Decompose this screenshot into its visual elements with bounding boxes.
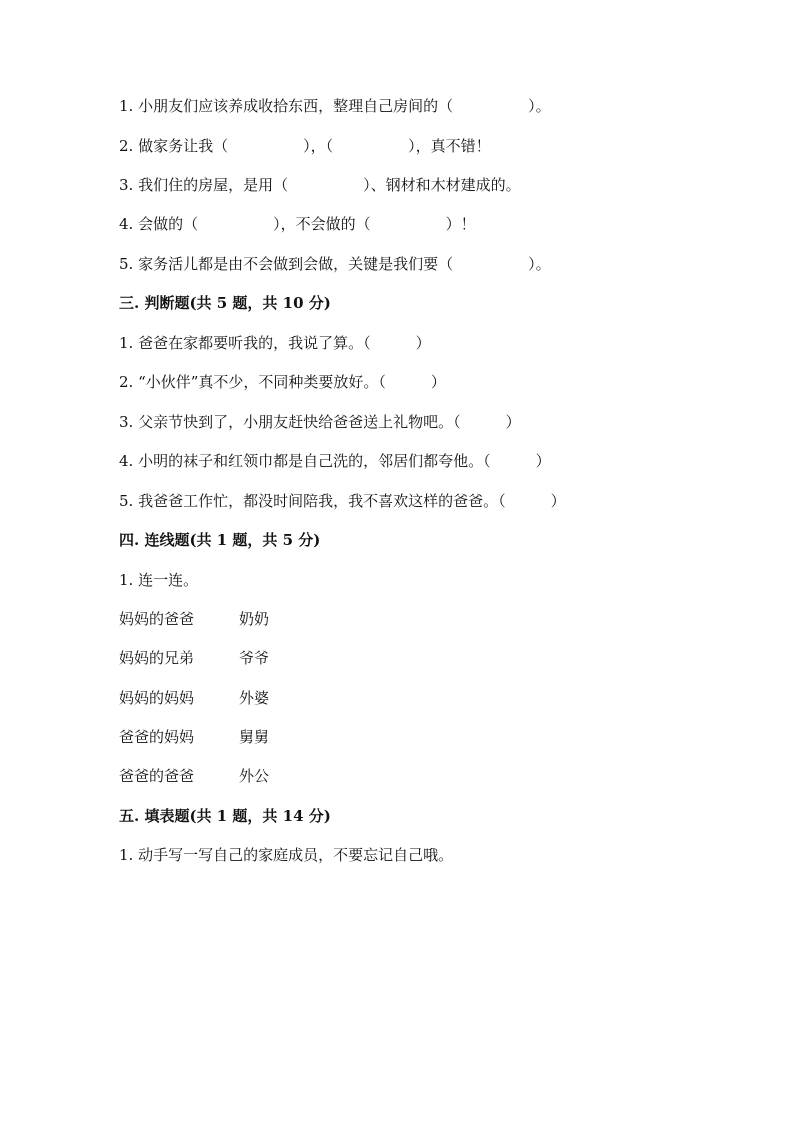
true-false-question-1: 1. 爸爸在家都要听我的，我说了算。（ ）: [119, 334, 431, 352]
matching-right-item: 外婆: [239, 689, 270, 707]
table-fill-question: 1. 动手写一写自己的家庭成员，不要忘记自己哦。: [119, 846, 454, 864]
matching-right-item: 舅舅: [239, 728, 270, 746]
matching-left-item: 妈妈的爸爸: [119, 610, 195, 628]
matching-right-item: 爷爷: [239, 649, 270, 667]
matching-right-item: 外公: [239, 767, 270, 785]
matching-question: 1. 连一连。: [119, 571, 199, 589]
matching-left-item: 妈妈的兄弟: [119, 649, 195, 667]
fill-blank-question-5: 5. 家务活儿都是由不会做到会做，关键是我们要（ ）。: [119, 255, 551, 273]
matching-right-item: 奶奶: [239, 610, 270, 628]
section-5-title: 五. 填表题(共 1 题，共 14 分): [119, 807, 331, 825]
true-false-question-5: 5. 我爸爸工作忙，都没时间陪我，我不喜欢这样的爸爸。（ ）: [119, 492, 566, 510]
fill-blank-question-1: 1. 小朋友们应该养成收拾东西，整理自己房间的（ ）。: [119, 97, 551, 115]
matching-left-item: 爸爸的妈妈: [119, 728, 195, 746]
true-false-question-4: 4. 小明的袜子和红领巾都是自己洗的，邻居们都夸他。（ ）: [119, 452, 551, 470]
fill-blank-question-2: 2. 做家务让我（ ），（ ），真不错！: [119, 137, 491, 155]
section-4-title: 四. 连线题(共 1 题，共 5 分): [119, 531, 321, 549]
matching-left-item: 爸爸的爸爸: [119, 767, 195, 785]
true-false-question-3: 3. 父亲节快到了，小朋友赶快给爸爸送上礼物吧。（ ）: [119, 413, 521, 431]
matching-left-item: 妈妈的妈妈: [119, 689, 195, 707]
fill-blank-question-4: 4. 会做的（ ），不会做的（ ）！: [119, 215, 476, 233]
true-false-question-2: 2. “小伙伴”真不少，不同种类要放好。（ ）: [119, 373, 446, 391]
fill-blank-question-3: 3. 我们住的房屋，是用（ ）、钢材和木材建成的。: [119, 176, 521, 194]
section-3-title: 三. 判断题(共 5 题，共 10 分): [119, 294, 331, 312]
